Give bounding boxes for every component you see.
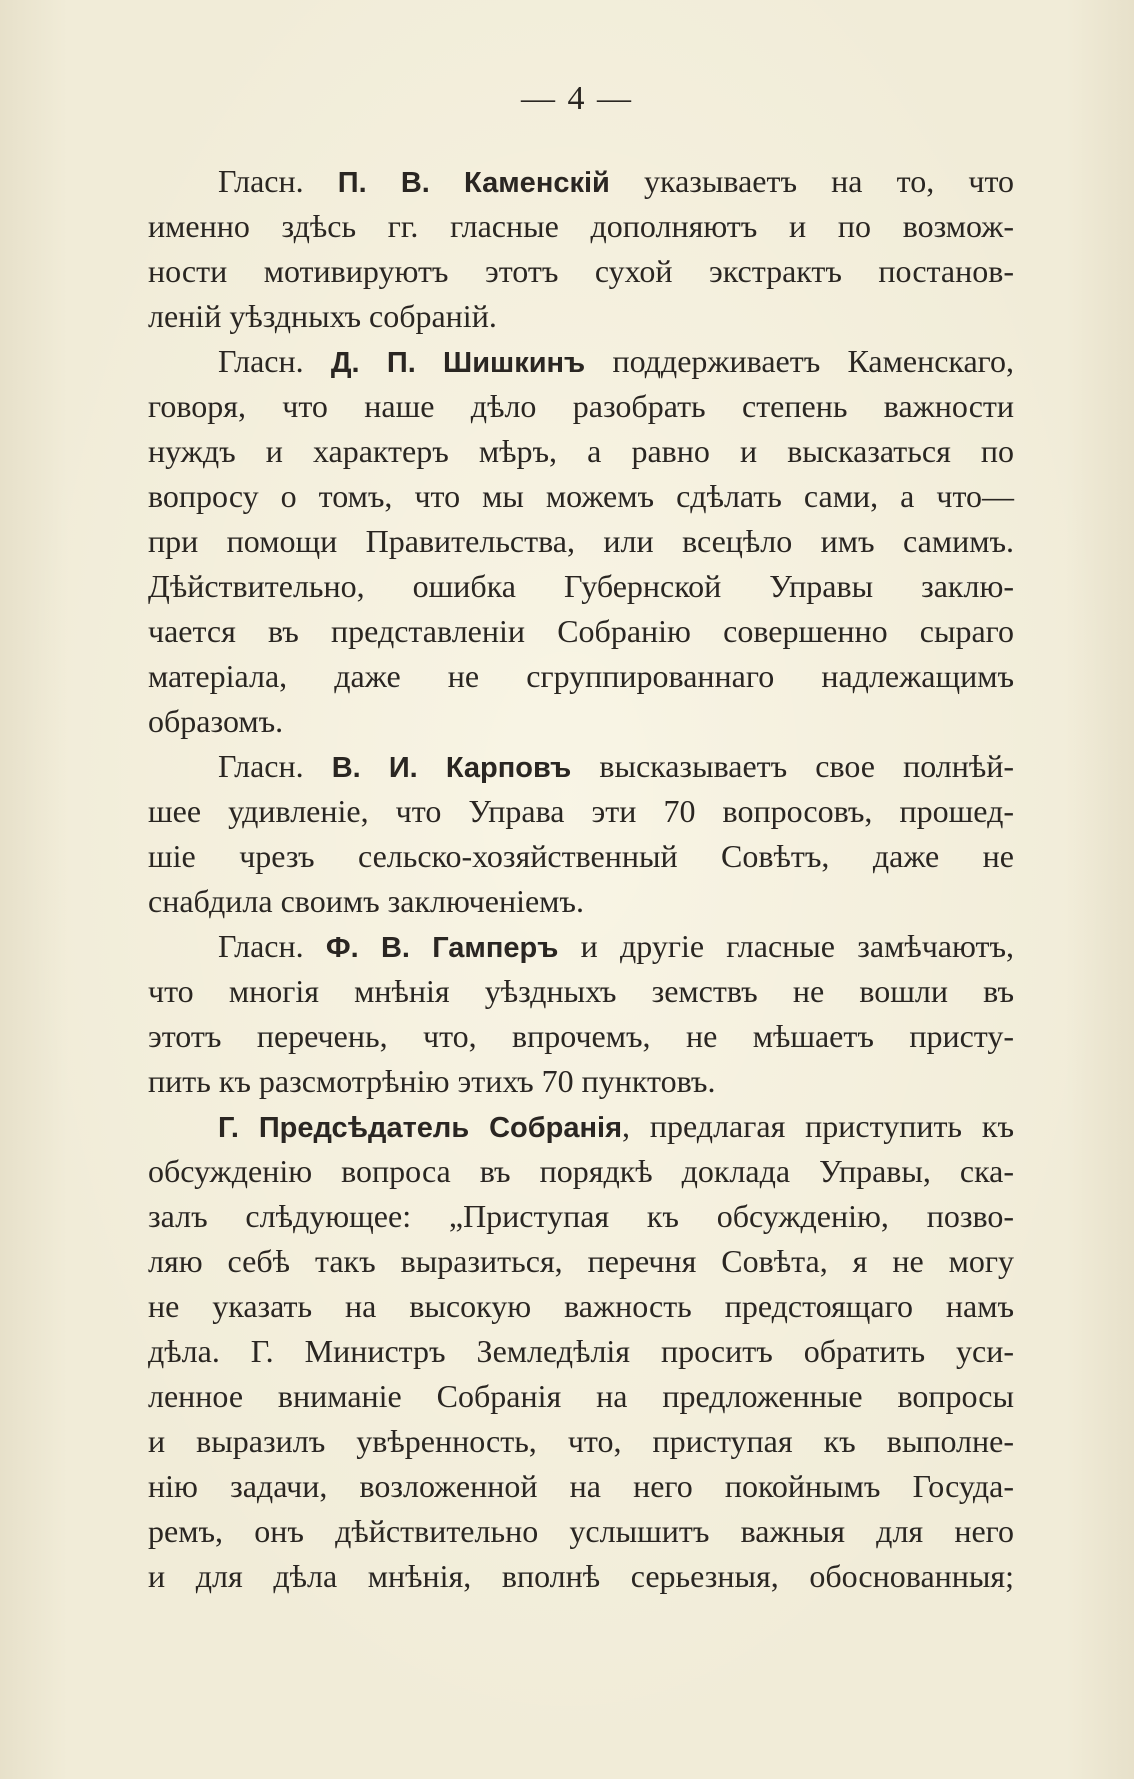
body-text xyxy=(148,159,1014,1599)
paragraph-shishkin xyxy=(148,339,1014,744)
line-text: , предлагая приступить къ xyxy=(622,1108,1014,1144)
paragraph-line: говоря, что наше дѣло разобрать степень важности xyxy=(148,388,1014,424)
paragraph-chairman xyxy=(148,1104,1014,1599)
paragraph-line xyxy=(148,339,1014,384)
paragraph-line xyxy=(148,1104,1014,1149)
paragraph-line: нуждъ и характеръ мѣръ, а равно и высказаться по xyxy=(148,433,1014,469)
speaker-name: Г. Предсѣдатель Собранія xyxy=(218,1112,622,1144)
paragraph-line: ляю себѣ такъ выразиться, перечня Совѣта, я не могу xyxy=(148,1243,1014,1279)
paragraph-line: ленное вниманіе Собранія на предложенные вопросы xyxy=(148,1378,1014,1414)
paragraph-line: что многія мнѣнія уѣздныхъ земствъ не вошли въ xyxy=(148,973,1014,1009)
paragraph-line: дѣла. Г. Министръ Земледѣлія проситъ обратить уси- xyxy=(148,1333,1014,1369)
speaker-name: П. В. Каменскій xyxy=(337,167,610,199)
speaker-prefix: Гласн. xyxy=(218,343,331,379)
page-number: — 4 — xyxy=(521,80,633,117)
paragraph-line: ремъ, онъ дѣйствительно услышитъ важныя для него xyxy=(148,1513,1014,1549)
paragraph-line: и для дѣла мнѣнія, вполнѣ серьезныя, обоснованныя; xyxy=(148,1558,1014,1594)
paragraph-line: этотъ перечень, что, впрочемъ, не мѣшаетъ присту- xyxy=(148,1018,1014,1054)
paragraph-line: чается въ представленіи Собранію совершенно сыраго xyxy=(148,613,1014,649)
speaker-prefix: Гласн. xyxy=(218,928,326,964)
paragraph-line xyxy=(148,924,1014,969)
paragraph-line: шее удивленіе, что Управа эти 70 вопросовъ, прошед- xyxy=(148,793,1014,829)
paragraph-line: нію задачи, возложенной на него покойнымъ Госуда- xyxy=(148,1468,1014,1504)
paragraph-line: и выразилъ увѣренность, что, приступая къ выполне- xyxy=(148,1423,1014,1459)
speaker-name: В. И. Карповъ xyxy=(331,752,572,784)
speaker-prefix: Гласн. xyxy=(218,748,332,784)
paragraph-line: снабдила своимъ заключеніемъ. xyxy=(148,883,584,919)
speaker-name: Д. П. Шишкинъ xyxy=(330,347,586,379)
paragraph-line: именно здѣсь гг. гласные дополняютъ и по возмож- xyxy=(148,208,1014,244)
paragraph-line: при помощи Правительства, или всецѣло имъ самимъ. xyxy=(148,523,1014,559)
paragraph-line: ности мотивируютъ этотъ сухой экстрактъ постанов- xyxy=(148,253,1014,289)
paragraph-line xyxy=(148,159,1014,204)
paragraph-line xyxy=(148,744,1014,789)
paragraph-line: шіе чрезъ сельско-хозяйственный Совѣтъ, даже не xyxy=(148,838,1014,874)
line-text: указываетъ на то, что xyxy=(609,163,1015,199)
paragraph-line: не указать на высокую важность предстоящаго намъ xyxy=(148,1288,1014,1324)
line-text: и другіе гласные замѣчаютъ, xyxy=(558,928,1015,964)
paragraph-line: Дѣйствительно, ошибка Губернской Управы заклю- xyxy=(148,568,1014,604)
paragraph-line: матеріала, даже не сгруппированнаго надлежащимъ xyxy=(148,658,1014,694)
paragraph-line: образомъ. xyxy=(148,703,284,739)
line-text: высказываетъ свое полнѣй- xyxy=(571,748,1015,784)
paragraph-line: обсужденію вопроса въ порядкѣ доклада Управы, ска- xyxy=(148,1153,1014,1189)
paragraph-line: леній уѣздныхъ собраній. xyxy=(148,298,497,334)
line-text: поддерживаетъ Каменскаго, xyxy=(585,343,1015,379)
paragraph-karpov xyxy=(148,744,1014,924)
paragraph-line: вопросу о томъ, что мы можемъ сдѣлать сами, а что— xyxy=(148,478,1014,514)
paragraph-line: залъ слѣдующее: „Приступая къ обсужденію, позво- xyxy=(148,1198,1014,1234)
paragraph-kamensky xyxy=(148,159,1014,339)
paragraph-gamper xyxy=(148,924,1014,1104)
paragraph-line: пить къ разсмотрѣнію этихъ 70 пунктовъ. xyxy=(148,1063,716,1099)
speaker-prefix: Гласн. xyxy=(218,163,338,199)
speaker-name: Ф. В. Гамперъ xyxy=(325,932,559,964)
